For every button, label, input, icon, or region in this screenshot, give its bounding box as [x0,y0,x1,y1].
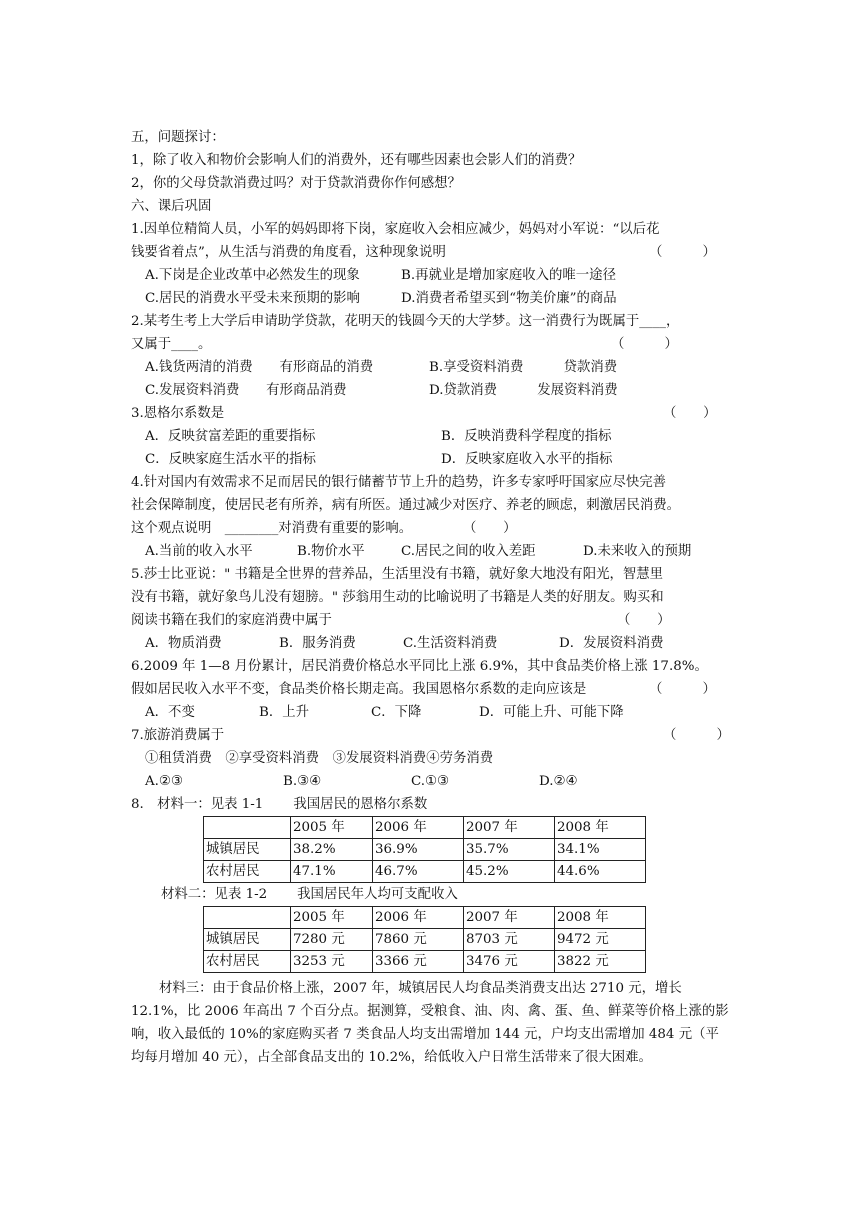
table-cell: 2007 年 [464,907,555,929]
q7-option-c: C.①③ [411,774,450,789]
q4-option-b: B.物价水平 [297,544,365,559]
q3-stem-text: 3.恩格尔系数是 [131,406,225,421]
material3-paragraph: 材料三：由于食品价格上涨，2007 年，城镇居民人均食品类消费支出达 2710 元，增长 12.1%，比 2006 年高出 7 个百分点。据测算，受粮食、油、肉、禽、蛋、鱼、鲜菜等价格上涨的影响，收入最低的 10%的家庭购买者 7 类食品人均支出需增加 144 元，户均支出需增加 484 元（平均每月增加 40 元），占全部食品支出的 10.2%，给低收入户日常生活带来了很大困难。 [131,981,729,1065]
q1-option-a: A.下岗是企业改革中必然发生的现象 [145,268,360,283]
q4-stem-line3 [131,517,731,540]
q7-option-a: A.②③ [145,774,183,789]
table-cell: 3476 元 [464,951,555,973]
material2-title: 我国居民年人均可支配收入 [297,887,458,902]
q2-options-row2 [131,379,731,402]
table-cell: 2005 年 [291,817,373,839]
table-cell: 46.7% [373,861,464,883]
q5-stem-line2: 没有书籍，就好象鸟儿没有翅膀。" 莎翁用生动的比喻说明了书籍是人类的好朋友。购买和 [131,590,664,605]
table-row [204,839,646,861]
q2-option-b: B.享受资料消费 贷款消费 [429,360,618,375]
table-cell: 45.2% [464,861,555,883]
engel-coefficient-table [203,816,646,883]
q5-options [131,632,731,655]
q4-answer-blank: （ ） [463,521,517,536]
material1-label: 8. 材料一：见表 1-1 [131,797,264,812]
q3-option-c: C．反映家庭生活水平的指标 [145,452,316,467]
q1-option-c: C.居民的消费水平受未来预期的影响 [145,291,360,306]
q7-option-b: B.③④ [283,774,322,789]
table-cell: 7860 元 [373,929,464,951]
q5-option-a: A．物质消费 [145,636,222,651]
q6-option-a: A．不变 [145,705,195,720]
q4-stem-line2: 社会保障制度，使居民老有所养，病有所医。通过减少对医疗、养老的顾虑，刺激居民消费。 [131,498,681,513]
table-header-row [204,817,646,839]
q1-option-d: D.消费者希望买到“物美价廉”的商品 [401,291,617,306]
q1-options-row2 [131,287,731,310]
q1-stem-line2 [131,241,731,264]
q4-option-d: D.未来收入的预期 [583,544,692,559]
section5-question-1: 1，除了收入和物价会影响人们的消费外，还有哪些因素也会影人们的消费？ [131,153,582,168]
q2-stem-text: 又属于____。 [131,337,212,352]
q5-answer-blank: （ ） [617,613,671,628]
q3-option-a: A．反映贫富差距的重要指标 [145,429,316,444]
table-cell: 2008 年 [555,817,646,839]
table-cell [204,817,291,839]
document-content [131,126,731,1069]
table-cell: 36.9% [373,839,464,861]
q3-stem [131,402,731,425]
material2-label: 材料二：见表 1-2 [161,887,268,902]
q1-option-b: B.再就业是增加家庭收入的唯一途径 [401,268,616,283]
table-header-row [204,907,646,929]
q4-option-c: C.居民之间的收入差距 [401,544,536,559]
q2-stem-line1: 2.某考生考上大学后申请助学贷款，花明天的钱圆今天的大学梦。这一消费行为既属于____， [131,314,680,329]
disposable-income-table [203,906,646,973]
q5-option-d: D．发展资料消费 [559,636,664,651]
material1-caption [131,793,731,816]
q1-stem-line1: 1.因单位精简人员，小军的妈妈即将下岗，家庭收入会相应减少，妈妈对小军说：“以后花 [131,222,660,237]
q2-option-a: A.钱货两清的消费 有形商品的消费 [145,360,374,375]
table-cell: 2005 年 [291,907,373,929]
section6-heading: 六、课后巩固 [131,199,212,214]
q7-answer-blank: （ ） [663,728,730,743]
q5-stem-line3 [131,609,731,632]
q7-option-d: D.②④ [539,774,578,789]
table-cell: 农村居民 [204,951,291,973]
table-cell: 7280 元 [291,929,373,951]
q2-options-row1 [131,356,731,379]
q3-options-row1 [131,425,731,448]
table-cell: 44.6% [555,861,646,883]
table-cell: 3253 元 [291,951,373,973]
q5-stem-text: 阅读书籍在我们的家庭消费中属于 [131,613,332,628]
table-cell: 34.1% [555,839,646,861]
q1-stem-text: 钱要省着点”，从生活与消费的角度看，这种现象说明 [131,245,446,260]
q6-stem-line2 [131,678,731,701]
q6-stem-line1: 6.2009 年 1—8 月份累计，居民消费价格总水平同比上涨 6.9%，其中食品类价格上涨 17.8%。 [131,659,708,674]
table-cell: 2008 年 [555,907,646,929]
q5-stem-line1: 5.莎士比亚说：" 书籍是全世界的营养品，生活里没有书籍，就好象大地没有阳光，智慧里 [131,567,664,582]
q2-answer-blank: （ ） [611,337,678,352]
q4-option-a: A.当前的收入水平 [145,544,253,559]
table-row [204,951,646,973]
q7-options [131,770,731,793]
section5-heading: 五，问题探讨： [131,130,225,145]
q5-option-b: B．服务消费 [279,636,356,651]
table-cell: 3366 元 [373,951,464,973]
q4-stem-text: 这个观点说明 ________对消费有重要的影响。 [131,521,413,536]
q3-option-b: B．反映消费科学程度的指标 [441,429,612,444]
table-row [204,929,646,951]
table-cell: 2006 年 [373,817,464,839]
table-cell: 35.7% [464,839,555,861]
q2-option-d: D.贷款消费 发展资料消费 [429,383,618,398]
q1-answer-blank: （ ） [649,245,716,260]
q6-option-d: D．可能上升、可能下降 [479,705,624,720]
table-cell: 农村居民 [204,861,291,883]
table-cell: 城镇居民 [204,839,291,861]
q1-options-row1 [131,264,731,287]
table-cell: 2006 年 [373,907,464,929]
q6-answer-blank: （ ） [649,682,716,697]
q3-options-row2 [131,448,731,471]
q5-option-c: C.生活资料消费 [403,636,498,651]
table-cell: 3822 元 [555,951,646,973]
q6-option-c: C．下降 [371,705,422,720]
section5-question-2: 2，你的父母贷款消费过吗？对于贷款消费你作何感想？ [131,176,461,191]
q3-option-d: D．反映家庭收入水平的指标 [441,452,613,467]
table-cell: 城镇居民 [204,929,291,951]
table-cell: 47.1% [291,861,373,883]
table-cell [204,907,291,929]
q4-options [131,540,731,563]
q4-stem-line1: 4.针对国内有效需求不足而居民的银行储蓄节节上升的趋势，许多专家呼吁国家应尽快完善 [131,475,667,490]
table-row [204,861,646,883]
table-cell: 9472 元 [555,929,646,951]
material1-title: 我国居民的恩格尔系数 [293,797,428,812]
material2-caption [131,883,731,906]
q7-stem [131,724,731,747]
q2-stem-line2 [131,333,731,356]
q6-option-b: B．上升 [259,705,310,720]
q6-stem-text: 假如居民收入水平不变，食品类价格长期走高。我国恩格尔系数的走向应该是 [131,682,587,697]
q6-options [131,701,731,724]
q7-items: ①租赁消费 ②享受资料消费 ③发展资料消费④劳务消费 [145,751,494,766]
table-cell: 8703 元 [464,929,555,951]
q7-stem-text: 7.旅游消费属于 [131,728,225,743]
q3-answer-blank: （ ） [663,406,717,421]
q2-option-c: C.发展资料消费 有形商品消费 [145,383,347,398]
table-cell: 2007 年 [464,817,555,839]
table-cell: 38.2% [291,839,373,861]
